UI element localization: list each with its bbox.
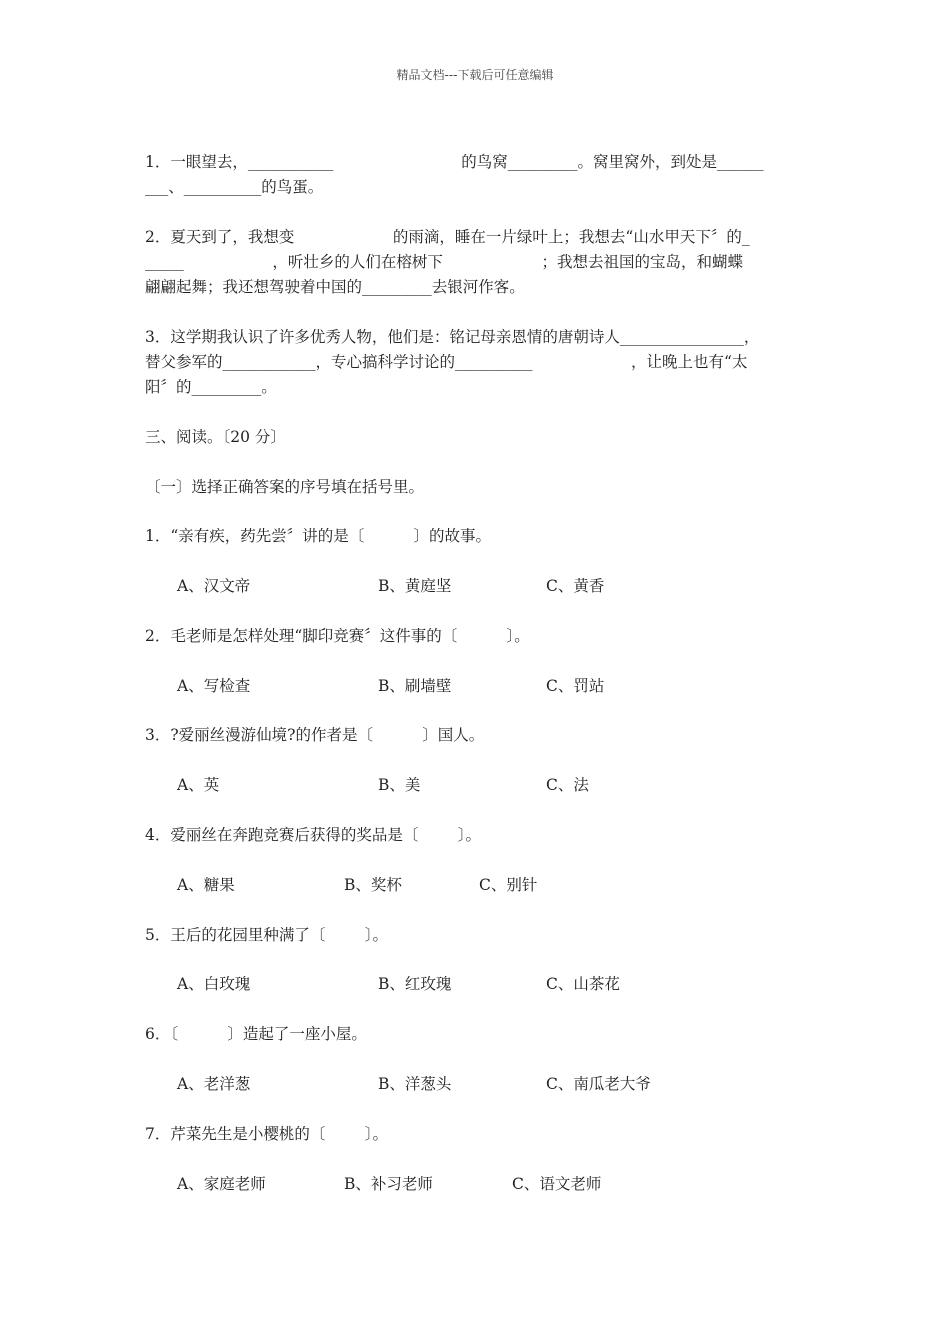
q3-line-1: 3．这学期我认识了许多优秀人物，他们是：铭记母亲恩情的唐朝诗人________________， [145,328,760,346]
q7-option-a: A、家庭老师 [177,1175,266,1193]
q3-option-b: B、美 [378,776,421,794]
q5-option-c: C、山茶花 [546,975,620,993]
q6-option-b: B、洋葱头 [378,1075,452,1093]
q1-option-c: C、黄香 [546,577,605,595]
q2-option-c: C、罚站 [546,677,605,695]
question-5: 5．王后的花园里种满了〔 〕。 [145,926,389,944]
q3-line-3: 阳〞的_________。 [145,378,277,396]
q4-option-a: A、糖果 [177,876,235,894]
question-6: 6．〔 〕造起了一座小屋。 [145,1025,367,1043]
section-title: 三、阅读。〔20 分〕 [145,428,286,446]
q4-option-c: C、别针 [479,876,538,894]
q2-line-1: 2．夏天到了，我想变 的雨滴，睡在一片绿叶上；我想去“山水甲天下〞的_ [145,228,750,246]
page-header: 精品文档---下载后可任意编辑 [396,68,554,82]
q6-option-c: C、南瓜老大爷 [546,1075,651,1093]
question-4: 4．爱丽丝在奔跑竞赛后获得的奖品是〔 〕。 [145,826,482,844]
question-1: 1．“亲有疾，药先尝〞讲的是〔 〕的故事。 [145,527,492,545]
q2-line-3: 翩翩起舞；我还想驾驶着中国的_________去银河作客。 [145,278,525,296]
q5-option-a: A、白玫瑰 [177,975,251,993]
q3-option-a: A、英 [177,776,220,794]
question-2: 2．毛老师是怎样处理“脚印竞赛〞这件事的〔 〕。 [145,627,530,645]
q4-option-b: B、奖杯 [344,876,402,894]
q2-option-b: B、刷墙壁 [378,677,452,695]
q7-option-c: C、语文老师 [512,1175,602,1193]
subsection-title: 〔一〕选择正确答案的序号填在括号里。 [145,478,425,496]
q2-line-2: _____ ，听壮乡的人们在榕树下 ；我想去祖国的宝岛，和蝴蝶 [145,253,743,271]
q3-line-2: 替父参军的____________，专心搞科学讨论的__________ ，让晚上也有“太 [145,353,748,371]
q1-line-2: ___、__________的鸟蛋。 [145,178,324,196]
q6-option-a: A、老洋葱 [177,1075,251,1093]
question-7: 7．芹菜先生是小樱桃的〔 〕。 [145,1125,389,1143]
q7-option-b: B、补习老师 [344,1175,433,1193]
q1-option-b: B、黄庭坚 [378,577,452,595]
q3-option-c: C、法 [546,776,589,794]
q1-option-a: A、汉文帝 [177,577,251,595]
q1-line-1: 1．一眼望去，___________ 的鸟窝_________。窝里窝外，到处是______ [145,153,764,171]
q5-option-b: B、红玫瑰 [378,975,452,993]
q2-option-a: A、写检查 [177,677,251,695]
question-3: 3．?爱丽丝漫游仙境?的作者是〔 〕国人。 [145,726,485,744]
